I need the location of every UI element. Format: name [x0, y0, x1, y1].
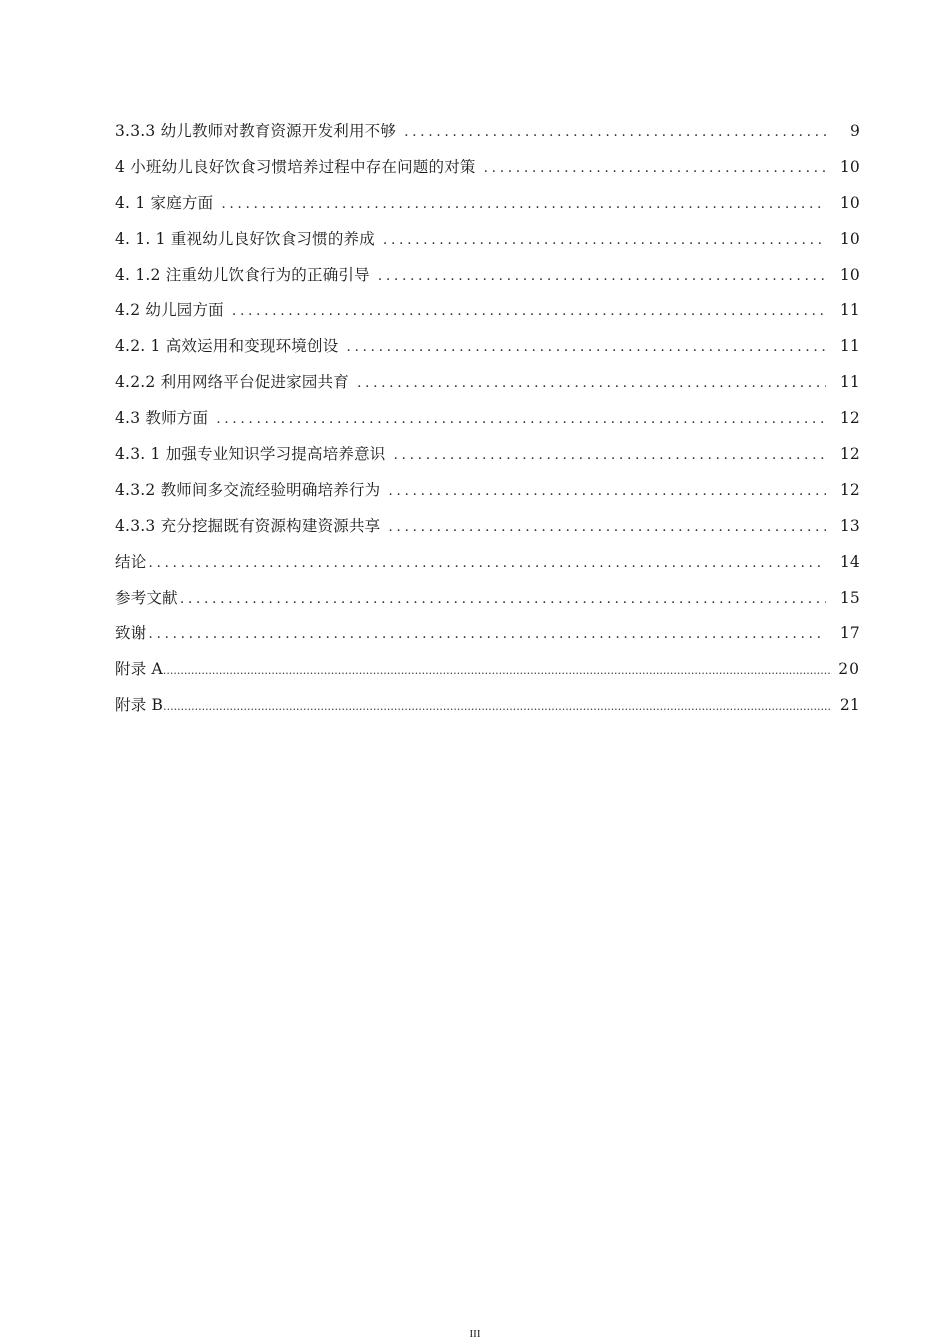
toc-entry-title: 4. 1.2 注重幼儿饮食行为的正确引导: [115, 265, 370, 284]
toc-entry-page: 11: [839, 337, 860, 356]
toc-entry-title: 4.3.3 充分挖掘既有资源构建资源共享: [115, 516, 381, 535]
toc-dot-leader: [163, 664, 832, 677]
toc-entry-page: 10: [839, 193, 860, 212]
toc-entry[interactable]: [115, 478, 860, 514]
toc-dot-leader: [383, 232, 826, 248]
toc-dot-leader: [404, 124, 826, 140]
toc-entry-title: 参考文献: [115, 588, 178, 607]
toc-entry-title: 4. 1. 1 重视幼儿良好饮食习惯的养成: [115, 229, 375, 248]
toc-entry-title: 4. 1 家庭方面: [115, 193, 214, 212]
toc-entry-title: 4 小班幼儿良好饮食习惯培养过程中存在问题的对策: [115, 157, 476, 176]
toc-entry[interactable]: [115, 119, 860, 155]
toc-entry-page: 10: [839, 265, 860, 284]
toc-entry[interactable]: [115, 155, 860, 191]
toc-entry-page: 13: [839, 516, 860, 535]
page-footer-number: III: [469, 1328, 481, 1340]
toc-entry-title: 4.3.2 教师间多交流经验明确培养行为: [115, 480, 381, 499]
toc-entry-title: 4.2. 1 高效运用和变现环境创设: [115, 337, 339, 356]
toc-entry-page: 15: [839, 588, 860, 607]
toc-entry-page: 14: [839, 552, 860, 571]
toc-dot-leader: [221, 196, 826, 212]
toc-entry-title: 附录 B: [115, 696, 164, 715]
toc-entry[interactable]: [115, 586, 860, 622]
toc-entry-page: 12: [839, 480, 860, 499]
toc-entry-title: 4.3. 1 加强专业知识学习提高培养意识: [115, 445, 386, 464]
toc-entry-page: 11: [839, 373, 860, 392]
toc-entry-title: 4.2.2 利用网络平台促进家园共育: [115, 373, 349, 392]
toc-entry-page: 9: [849, 122, 860, 140]
toc-entry-title: 4.2 幼儿园方面: [115, 301, 224, 320]
toc-dot-leader: [163, 700, 832, 713]
toc-dot-leader: [346, 339, 826, 355]
toc-entry[interactable]: [115, 406, 860, 442]
toc-entry-title: 4.3 教师方面: [115, 409, 209, 428]
toc-entry-page: 20: [838, 660, 860, 679]
toc-entry[interactable]: [115, 514, 860, 550]
toc-entry-title: 附录 A: [115, 660, 163, 679]
toc-entry[interactable]: [115, 693, 860, 729]
toc-entry[interactable]: [115, 227, 860, 263]
toc-dot-leader: [232, 303, 826, 319]
toc-entry[interactable]: [115, 263, 860, 299]
table-of-contents: [115, 119, 860, 729]
toc-entry[interactable]: [115, 370, 860, 406]
toc-entry-title: 结论: [115, 552, 147, 571]
toc-entry-page: 17: [839, 624, 860, 643]
toc-dot-leader: [148, 626, 826, 642]
toc-dot-leader: [180, 591, 826, 607]
toc-dot-leader: [394, 447, 827, 463]
toc-dot-leader: [148, 555, 826, 571]
toc-dot-leader: [378, 268, 826, 284]
toc-entry-page: 21: [839, 696, 860, 715]
toc-dot-leader: [357, 375, 826, 391]
toc-entry[interactable]: [115, 657, 860, 693]
toc-entry[interactable]: [115, 621, 860, 657]
toc-dot-leader: [388, 483, 826, 499]
toc-entry-page: 12: [839, 445, 860, 464]
toc-entry[interactable]: [115, 334, 860, 370]
toc-entry-page: 10: [839, 157, 860, 176]
toc-entry[interactable]: [115, 442, 860, 478]
toc-entry-title: 致谢: [115, 624, 147, 643]
toc-entry-page: 12: [839, 409, 860, 428]
toc-entry-page: 11: [839, 301, 860, 320]
toc-dot-leader: [216, 411, 826, 427]
toc-entry[interactable]: [115, 550, 860, 586]
toc-entry[interactable]: [115, 298, 860, 334]
toc-entry[interactable]: [115, 191, 860, 227]
toc-entry-title: 3.3.3 幼儿教师对教育资源开发利用不够: [115, 122, 397, 140]
toc-entry-page: 10: [839, 229, 860, 248]
toc-dot-leader: [388, 519, 826, 535]
toc-dot-leader: [484, 160, 826, 176]
